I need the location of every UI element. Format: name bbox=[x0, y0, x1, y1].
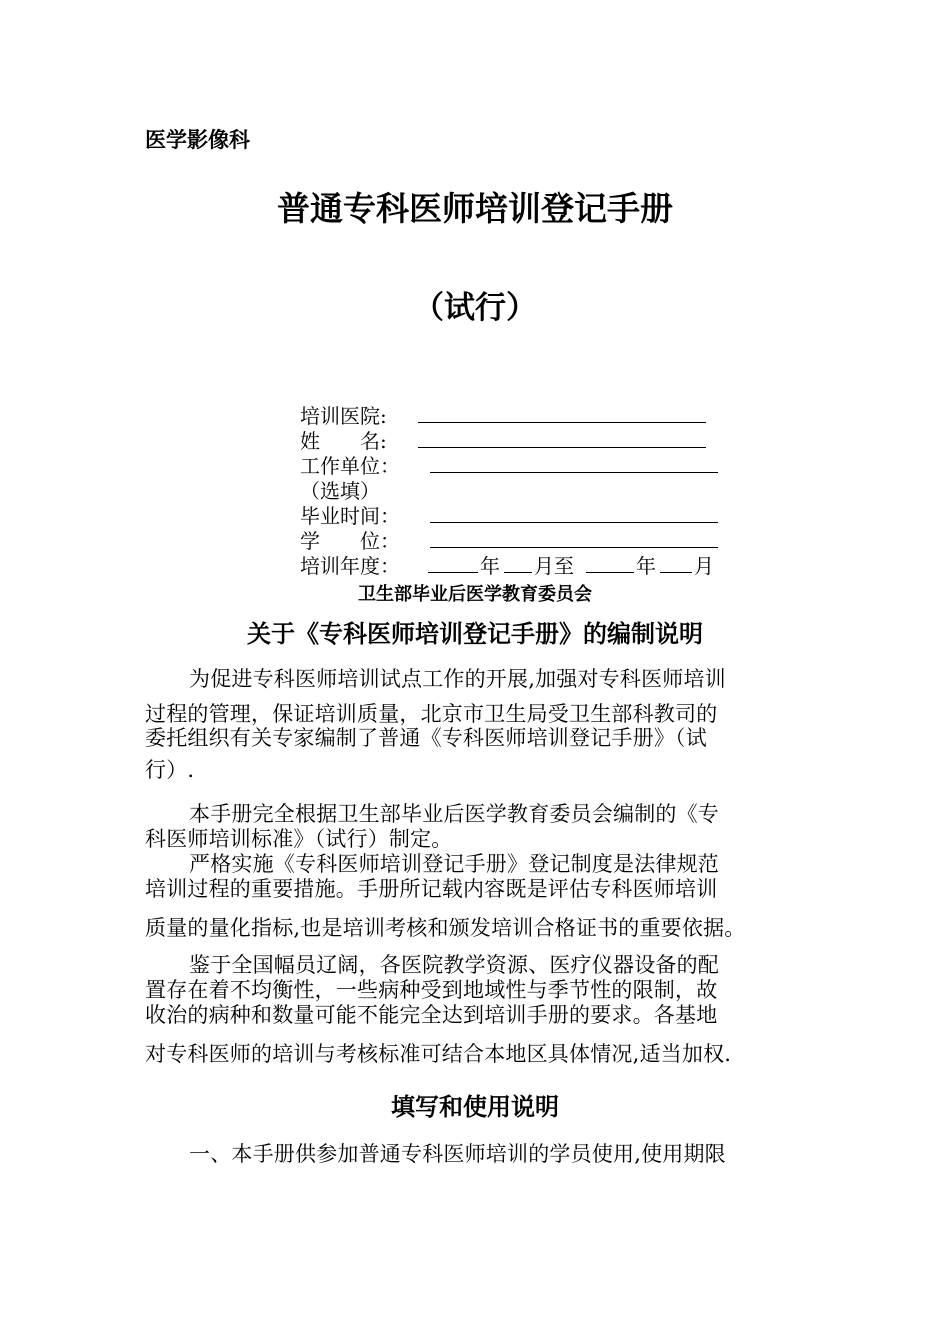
paragraph-line: 收治的病种和数量可能不能完全达到培训手册的要求。各基地 bbox=[145, 1003, 718, 1027]
degree-label: 学 位： bbox=[300, 529, 400, 553]
paragraph-line: 培训过程的重要措施。手册所记载内容既是评估专科医师培训 bbox=[145, 877, 718, 901]
degree-field[interactable] bbox=[430, 529, 718, 548]
section1-paragraph-2 bbox=[145, 802, 805, 852]
hospital-label: 培训医院: bbox=[300, 404, 387, 428]
section1-paragraph-3 bbox=[145, 852, 805, 941]
committee-name: 卫生部毕业后医学教育委员会 bbox=[358, 584, 592, 605]
graduation-field[interactable] bbox=[430, 504, 718, 523]
degree-row bbox=[300, 529, 400, 554]
unit-note: （选填） bbox=[300, 479, 380, 503]
paragraph-line: 过程的管理，保证培训质量，北京市卫生局受卫生部科教司的 bbox=[145, 702, 718, 726]
end-year-field[interactable] bbox=[586, 554, 634, 573]
name-label: 姓 名: bbox=[300, 429, 387, 453]
document-title: 普通专科医师培训登记手册 bbox=[277, 189, 673, 228]
unit-note-row bbox=[300, 479, 400, 504]
unit-label: 工作单位： bbox=[300, 454, 400, 478]
paragraph-line: 鉴于全国幅员辽阔，各医院教学资源、医疗仪器设备的配 bbox=[189, 953, 719, 977]
graduation-label: 毕业时间： bbox=[300, 504, 400, 528]
registration-form bbox=[300, 404, 714, 579]
section2-paragraph-1 bbox=[145, 1140, 805, 1168]
section1-title: 关于《专科医师培训登记手册》的编制说明 bbox=[247, 620, 703, 648]
section1-paragraph-1 bbox=[145, 664, 805, 782]
training-year-label: 培训年度： bbox=[300, 554, 400, 578]
month-unit-2: 月 bbox=[694, 554, 714, 578]
unit-field[interactable] bbox=[430, 454, 718, 473]
hospital-row bbox=[300, 404, 400, 429]
paragraph-line: 严格实施《专科医师培训登记手册》登记制度是法律规范 bbox=[189, 852, 719, 876]
paragraph-line: 科医师培训标准》（试行）制定。 bbox=[145, 827, 453, 851]
graduation-row bbox=[300, 504, 400, 529]
year-unit-1: 年 bbox=[480, 554, 500, 578]
paragraph-line: 一、本手册供参加普通专科医师培训的学员使用,使用期限 bbox=[189, 1142, 726, 1166]
paragraph-line: 质量的量化指标,也是培训考核和颁发培训合格证书的重要依据。 bbox=[145, 916, 746, 940]
month-to-text: 月至 bbox=[534, 554, 574, 578]
paragraph-line: 置存在着不均衡性，一些病种受到地域性与季节性的限制，故 bbox=[145, 978, 718, 1002]
year-unit-2: 年 bbox=[636, 554, 656, 578]
paragraph-line: 本手册完全根据卫生部毕业后医学教育委员会编制的《专 bbox=[189, 802, 719, 826]
paragraph-line: 委托组织有关专家编制了普通《专科医师培训登记手册》（试 bbox=[145, 726, 707, 750]
department-label: 医学影像科 bbox=[145, 128, 250, 152]
section2-title: 填写和使用说明 bbox=[391, 1093, 559, 1121]
name-row bbox=[300, 429, 400, 454]
end-month-field[interactable] bbox=[660, 554, 692, 573]
paragraph-line: 为促进专科医师培训试点工作的开展,加强对专科医师培训 bbox=[189, 667, 726, 691]
unit-row bbox=[300, 454, 400, 479]
start-year-field[interactable] bbox=[428, 554, 478, 573]
training-year-row bbox=[300, 554, 714, 579]
paragraph-line: 对专科医师的培训与考核标准可结合本地区具体情况,适当加权. bbox=[145, 1042, 732, 1066]
document-subtitle: （试行） bbox=[413, 290, 537, 326]
section1-paragraph-4 bbox=[145, 953, 805, 1067]
name-field[interactable] bbox=[418, 429, 706, 448]
hospital-field[interactable] bbox=[418, 404, 706, 423]
start-month-field[interactable] bbox=[504, 554, 532, 573]
paragraph-line: 行）. bbox=[145, 758, 195, 782]
